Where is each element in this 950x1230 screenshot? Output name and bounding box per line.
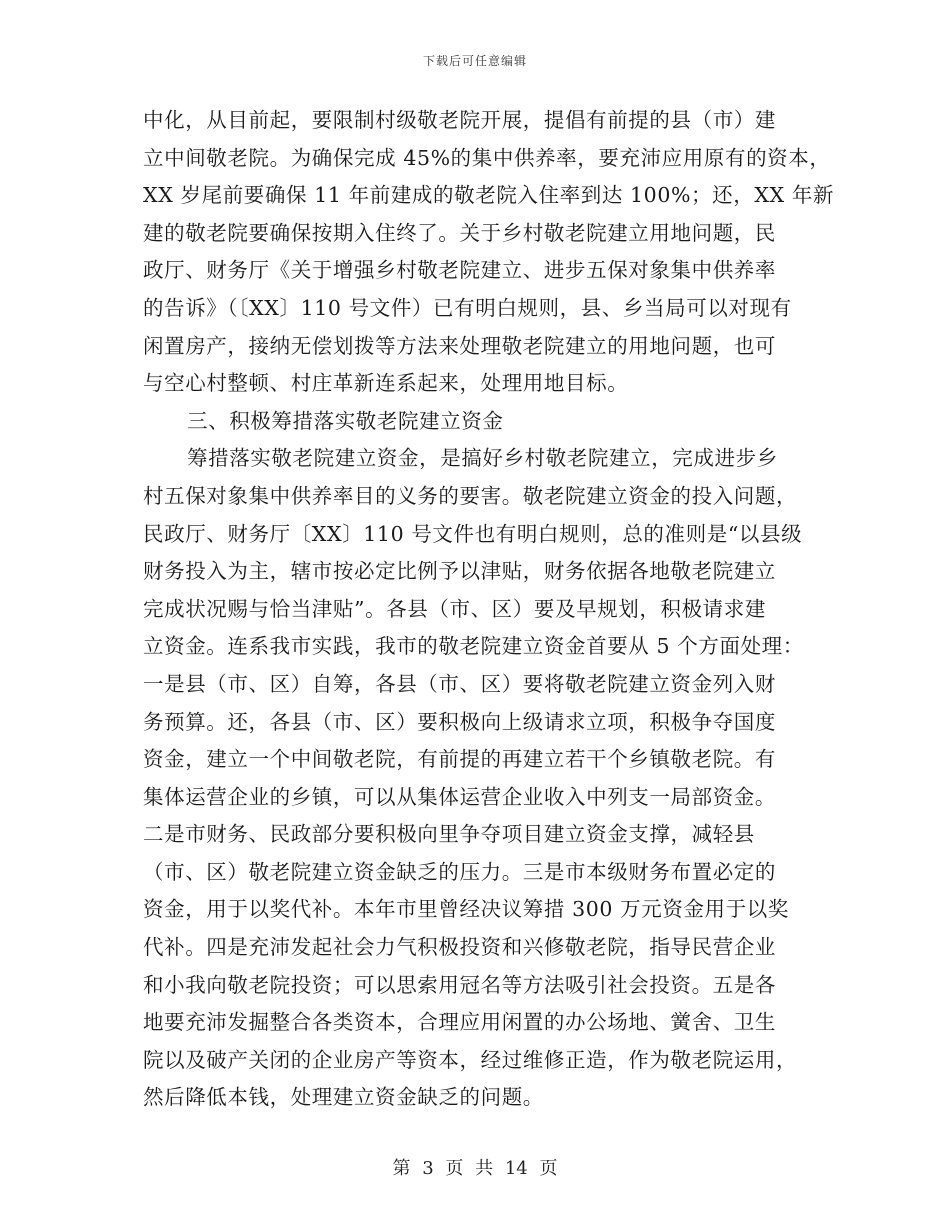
text-line: 集体运营企业的乡镇，可以从集体运营企业收入中列支一局部资金。 [143,784,776,809]
text-line: 政厅、财务厅《关于增强乡村敬老院建立、进步五保对象集中供养率 [143,258,776,283]
text-line: 中化，从目前起，要限制村级敬老院开展，提倡有前提的县（市）建 [143,108,776,132]
text-line: 务预算。还，各县（市、区）要积极向上级请求立项，积极争夺国度 [143,709,776,734]
text-line: 资金，建立一个中间敬老院，有前提的再建立若干个乡镇敬老院。有 [143,747,776,772]
text-line: 二是市财务、民政部分要积极向里争夺项目建立资金支撑，减轻县 [143,822,755,847]
text-line: 民政厅、财务厅〔XX〕110 号文件也有明白规则，总的准则是“以县级 [143,521,803,546]
text-line: 代补。四是充沛发起社会力气积极投资和兴修敬老院，指导民营企业 [143,935,776,960]
text-line: 立资金。连系我市实践，我市的敬老院建立资金首要从 5 个方面处理： [143,634,804,659]
text-line: 财务投入为主，辖市按必定比例予以津贴，财务依据各地敬老院建立 [143,559,776,584]
text-line: 立中间敬老院。为确保完成 45%的集中供养率，要充沛应用原有的资本， [143,145,831,170]
text-line: 筹措落实敬老院建立资金，是搞好乡村敬老院建立，完成进步乡 [187,446,778,471]
text-line: 然后降低本钱，处理建立资金缺乏的问题。 [143,1085,544,1110]
text-line: 闲置房产，接纳无偿划拨等方法来处理敬老院建立的用地问题，也可 [143,333,776,358]
text-line: 三、积极筹措落实敬老院建立资金 [187,408,504,433]
document-body [143,102,835,1117]
text-line: 和小我向敬老院投资；可以思索用冠名等方法吸引社会投资。五是各 [143,972,776,997]
text-line: 完成状况赐与恰当津贴”。各县（市、区）要及早规划，积极请求建 [143,596,766,621]
text-line: （市、区）敬老院建立资金缺乏的压力。三是市本级财务布置必定的 [143,859,776,884]
page-number: 第 3 页 共 14 页 [392,1158,558,1179]
text-line: 地要充沛发掘整合各类资本，合理应用闲置的办公场地、黉舍、卫生 [143,1010,776,1035]
text-line: 院以及破产关闭的企业房产等资本，经过维修正造，作为敬老院运用， [143,1047,798,1072]
text-line: 一是县（市、区）自筹，各县（市、区）要将敬老院建立资金列入财 [143,671,776,696]
text-line: 与空心村整顿、村庄革新连系起来，处理用地目标。 [143,371,629,396]
text-line: 的告诉》（〔XX〕110 号文件）已有明白规则，县、乡当局可以对现有 [143,295,792,320]
page-header: 下载后可任意编辑 [422,54,527,68]
text-line: 资金，用于以奖代补。本年市里曾经决议筹措 300 万元资金用于以奖 [143,897,789,922]
text-line: XX 岁尾前要确保 11 年前建成的敬老院入住率到达 100%；还，XX 年新 [143,183,835,208]
text-line: 建的敬老院要确保按期入住终了。关于乡村敬老院建立用地问题，民 [143,220,776,245]
text-line: 村五保对象集中供养率目的义务的要害。敬老院建立资金的投入问题， [143,483,798,508]
